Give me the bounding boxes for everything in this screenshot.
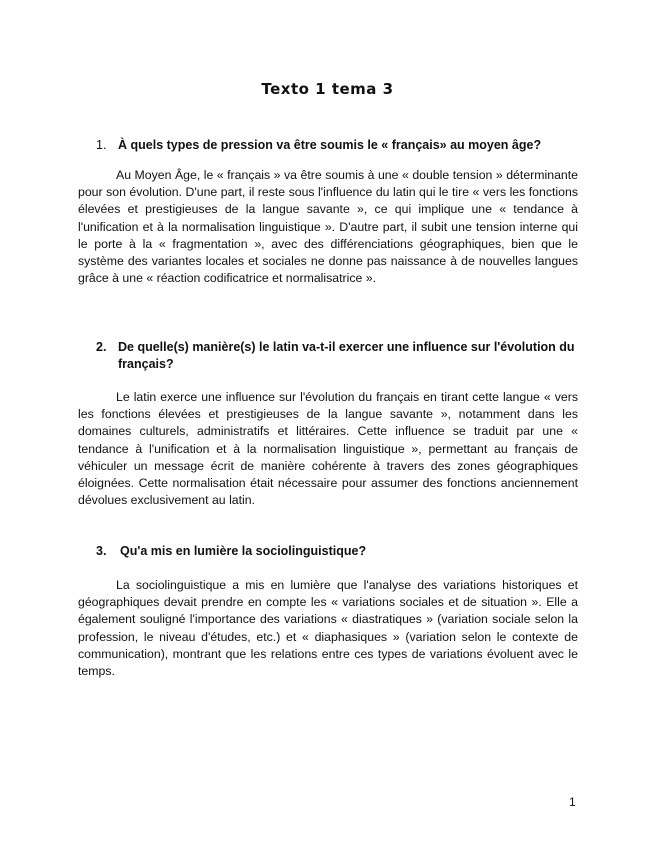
question-text: Qu'a mis en lumière la sociolinguistique? [120, 544, 367, 558]
document-title: Texto 1 tema 3 [261, 80, 394, 98]
question-number: 1. [96, 138, 107, 152]
question-1 [78, 137, 578, 154]
page-number: 1 [569, 795, 576, 809]
question-text: À quels types de pression va être soumis le « français» au moyen âge? [118, 138, 542, 152]
question-number: 2. [96, 340, 107, 354]
answer-1: Au Moyen Âge, le « français » va être soumis à une « double tension » déterminante pour son évolution. D'une part, il reste sous l'influence du latin qui le tire « vers les fonctions élevées et prestigieuses de la langue savante », ce qui implique une « tendance à l'unification et à la normalisation linguistique ». D'autre part, il subit une tension interne qui le porte à la « fragmentation », avec des différenciations géographiques, bien que le système des variantes locales et sociales ne donne pas naissance à de nouvelles langues grâce à une « réaction codificatrice et normalisatrice ». [78, 168, 578, 286]
question-3 [78, 543, 578, 560]
question-2 [78, 339, 578, 373]
answer-3: La sociolinguistique a mis en lumière que l'analyse des variations historiques et géographiques devait prendre en compte les « variations sociales et de situation ». Elle a également souligné l'importance des variations « diastratiques » (variation sociale selon la profession, le niveau d'études, etc.) et « diaphasiques » (variation selon le contexte de communication), montrant que les relations entre ces types de variations évoluent avec le temps. [78, 578, 578, 679]
answer-2: Le latin exerce une influence sur l'évolution du français en tirant cette langue « vers les fonctions élevées et prestigieuses de la langue savante », notamment dans les domaines culturels, administratifs et littéraires. Cette influence se traduit par une « tendance à l'unification et à la normalisation linguistique », permettant au français de véhiculer un message écrit de manière cohérente à travers des zones géographiques éloignées. Cette normalisation était nécessaire pour assumer des fonctions anciennement dévolues exclusivement au latin. [78, 390, 578, 508]
question-text: De quelle(s) manière(s) le latin va-t-il exercer une influence sur l'évolution du français? [118, 340, 575, 371]
question-number: 3. [96, 544, 107, 558]
